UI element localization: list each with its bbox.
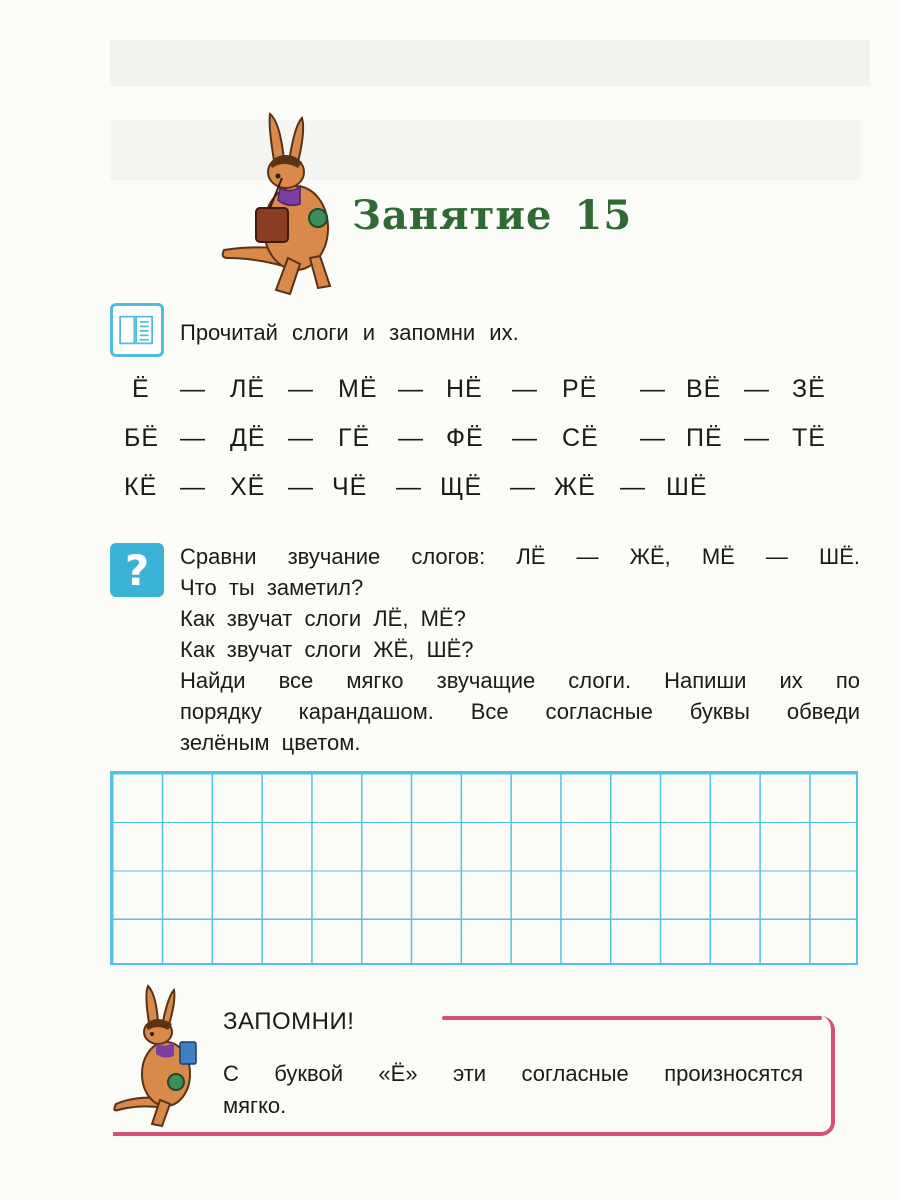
syllable: ВЁ — [686, 375, 722, 403]
syllable-row-1 — [120, 375, 840, 411]
syllable: БЁ — [124, 424, 160, 452]
syllable: ПЁ — [686, 424, 723, 452]
dash: — — [744, 375, 770, 403]
syllable: ФЁ — [446, 424, 484, 452]
dash: — — [288, 375, 314, 403]
syllable: ШЁ — [666, 473, 708, 501]
syllable: ЩЁ — [440, 473, 483, 501]
writing-grid[interactable] — [110, 771, 858, 965]
syllable: Ё — [132, 375, 150, 403]
syllable: СЁ — [562, 424, 599, 452]
dash: — — [620, 473, 646, 501]
lesson-title — [352, 192, 632, 239]
syllable: ЧЁ — [332, 473, 368, 501]
remember-text — [223, 1058, 803, 1122]
question-icon: ? — [110, 543, 164, 597]
syllable: ДЁ — [230, 424, 266, 452]
remember-line: С буквой «Ё» эти согласные произносятся — [223, 1061, 803, 1086]
dash: — — [640, 375, 666, 403]
syllable: НЁ — [446, 375, 483, 403]
remember-line: мягко. — [223, 1093, 287, 1118]
dash: — — [744, 424, 770, 452]
dash: — — [640, 424, 666, 452]
lesson-number: 15 — [574, 192, 633, 239]
syllable: КЁ — [124, 473, 158, 501]
task2-line: порядку карандашом. Все согласные буквы обведи — [180, 699, 860, 724]
dash: — — [180, 375, 206, 403]
dash: — — [180, 473, 206, 501]
syllable-row-2 — [120, 424, 840, 460]
syllable: ЖЁ — [554, 473, 596, 501]
task2-line: Найди все мягко звучащие слоги. Напиши их по — [180, 668, 860, 693]
dash: — — [288, 424, 314, 452]
dash: — — [512, 424, 538, 452]
task2-line: зелёным цветом. — [180, 730, 361, 755]
task2-line: Сравни звучание слогов: ЛЁ — ЖЁ, МЁ — ШЁ. — [180, 544, 860, 569]
dash: — — [510, 473, 536, 501]
task2-line: Что ты заметил? — [180, 575, 364, 600]
lesson-title-label: Занятие — [352, 192, 553, 239]
syllable: ЛЁ — [230, 375, 266, 403]
dash: — — [396, 473, 422, 501]
syllable: ХЁ — [230, 473, 266, 501]
dash: — — [398, 424, 424, 452]
dash: — — [180, 424, 206, 452]
book-icon — [110, 303, 164, 357]
dash: — — [512, 375, 538, 403]
syllable: МЁ — [338, 375, 378, 403]
syllable: ТЁ — [792, 424, 826, 452]
task2-line: Как звучат слоги ЖЁ, ШЁ? — [180, 637, 474, 662]
dash: — — [288, 473, 314, 501]
task1-instruction: Прочитай слоги и запомни их. — [180, 320, 519, 345]
dash: — — [398, 375, 424, 403]
syllable: ЗЁ — [792, 375, 826, 403]
task2-line: Как звучат слоги ЛЁ, МЁ? — [180, 606, 466, 631]
remember-title: ЗАПОМНИ! — [223, 1008, 355, 1035]
syllable: ГЁ — [338, 424, 371, 452]
background-bleed — [110, 40, 870, 86]
syllable-row-3 — [120, 473, 840, 509]
syllable: РЁ — [562, 375, 598, 403]
kangaroo-icon — [218, 108, 338, 298]
task2-text — [180, 541, 860, 758]
